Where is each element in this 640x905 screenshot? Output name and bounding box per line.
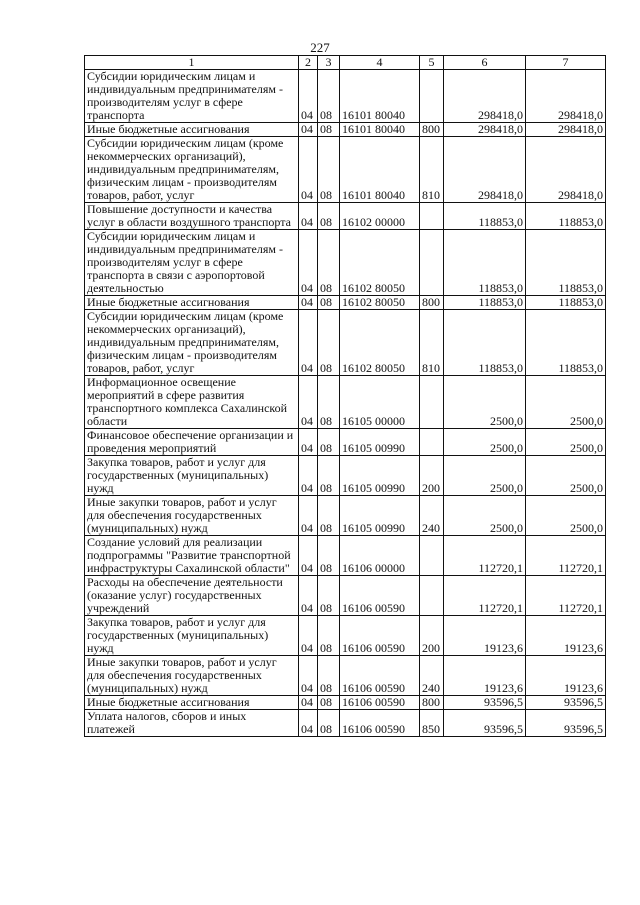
expense-type-cell [420, 203, 444, 230]
amount-year-1-cell: 2500,0 [444, 429, 526, 456]
subsection-code-cell: 08 [318, 696, 340, 710]
table-row [85, 230, 606, 296]
row-name-cell: Создание условий для реализации подпрограммы "Развитие транспортной инфраструктуры Сахалинской области" [85, 536, 299, 576]
row-name-cell: Субсидии юридическим лицам (кроме некоммерческих организаций), индивидуальным предпринимателям, физическим лицам - производителям товаров, работ, услуг [85, 310, 299, 376]
amount-year-1-cell: 2500,0 [444, 496, 526, 536]
subsection-code-cell: 08 [318, 616, 340, 656]
table-row [85, 576, 606, 616]
section-code-cell: 04 [299, 536, 318, 576]
row-name-cell: Иные бюджетные ассигнования [85, 123, 299, 137]
target-article-cell: 16105 00990 [340, 496, 420, 536]
subsection-code-cell: 08 [318, 203, 340, 230]
expense-type-cell [420, 576, 444, 616]
column-header: 3 [318, 56, 340, 70]
target-article-cell: 16102 80050 [340, 310, 420, 376]
table-row [85, 296, 606, 310]
amount-year-1-cell: 2500,0 [444, 456, 526, 496]
table-row [85, 376, 606, 429]
table-row [85, 123, 606, 137]
section-code-cell: 04 [299, 656, 318, 696]
row-name-cell: Уплата налогов, сборов и иных платежей [85, 710, 299, 737]
subsection-code-cell: 08 [318, 536, 340, 576]
table-row [85, 696, 606, 710]
amount-year-2-cell: 93596,5 [526, 696, 606, 710]
row-name-cell: Закупка товаров, работ и услуг для государственных (муниципальных) нужд [85, 616, 299, 656]
amount-year-2-cell: 2500,0 [526, 496, 606, 536]
table-row [85, 536, 606, 576]
amount-year-2-cell: 19123,6 [526, 656, 606, 696]
section-code-cell: 04 [299, 696, 318, 710]
target-article-cell: 16106 00590 [340, 696, 420, 710]
column-header: 7 [526, 56, 606, 70]
expense-type-cell: 200 [420, 456, 444, 496]
amount-year-2-cell: 118853,0 [526, 230, 606, 296]
row-name-cell: Субсидии юридическим лицам и индивидуальным предпринимателям - производителям услуг в сфере транспорта [85, 70, 299, 123]
page-number: 227 [310, 40, 330, 55]
table-row [85, 496, 606, 536]
row-name-cell: Финансовое обеспечение организации и проведения мероприятий [85, 429, 299, 456]
subsection-code-cell: 08 [318, 230, 340, 296]
amount-year-2-cell: 2500,0 [526, 376, 606, 429]
table-row [85, 70, 606, 123]
subsection-code-cell: 08 [318, 456, 340, 496]
column-header: 6 [444, 56, 526, 70]
expense-type-cell [420, 429, 444, 456]
amount-year-1-cell: 118853,0 [444, 296, 526, 310]
table-row [85, 203, 606, 230]
section-code-cell: 04 [299, 70, 318, 123]
amount-year-1-cell: 93596,5 [444, 710, 526, 737]
amount-year-1-cell: 118853,0 [444, 310, 526, 376]
subsection-code-cell: 08 [318, 137, 340, 203]
subsection-code-cell: 08 [318, 710, 340, 737]
target-article-cell: 16102 80050 [340, 230, 420, 296]
section-code-cell: 04 [299, 376, 318, 429]
header-row [85, 56, 606, 70]
row-name-cell: Иные бюджетные ассигнования [85, 696, 299, 710]
amount-year-1-cell: 2500,0 [444, 376, 526, 429]
row-name-cell: Иные закупки товаров, работ и услуг для обеспечения государственных (муниципальных) нужд [85, 496, 299, 536]
amount-year-1-cell: 298418,0 [444, 123, 526, 137]
target-article-cell: 16102 00000 [340, 203, 420, 230]
amount-year-2-cell: 298418,0 [526, 123, 606, 137]
amount-year-2-cell: 112720,1 [526, 576, 606, 616]
expense-type-cell [420, 376, 444, 429]
amount-year-2-cell: 19123,6 [526, 616, 606, 656]
column-header: 1 [85, 56, 299, 70]
section-code-cell: 04 [299, 230, 318, 296]
section-code-cell: 04 [299, 310, 318, 376]
table-row [85, 429, 606, 456]
amount-year-1-cell: 118853,0 [444, 230, 526, 296]
table-row [85, 656, 606, 696]
amount-year-2-cell: 118853,0 [526, 296, 606, 310]
target-article-cell: 16106 00590 [340, 616, 420, 656]
amount-year-2-cell: 118853,0 [526, 203, 606, 230]
subsection-code-cell: 08 [318, 310, 340, 376]
target-article-cell: 16101 80040 [340, 137, 420, 203]
expense-type-cell: 800 [420, 696, 444, 710]
table-row [85, 137, 606, 203]
section-code-cell: 04 [299, 616, 318, 656]
subsection-code-cell: 08 [318, 296, 340, 310]
column-header: 5 [420, 56, 444, 70]
table-row [85, 310, 606, 376]
section-code-cell: 04 [299, 496, 318, 536]
target-article-cell: 16106 00590 [340, 710, 420, 737]
target-article-cell: 16106 00000 [340, 536, 420, 576]
amount-year-1-cell: 118853,0 [444, 203, 526, 230]
table-row [85, 710, 606, 737]
section-code-cell: 04 [299, 203, 318, 230]
expense-type-cell [420, 536, 444, 576]
expense-type-cell: 810 [420, 137, 444, 203]
amount-year-2-cell: 118853,0 [526, 310, 606, 376]
table-row [85, 616, 606, 656]
section-code-cell: 04 [299, 429, 318, 456]
amount-year-2-cell: 2500,0 [526, 429, 606, 456]
amount-year-1-cell: 298418,0 [444, 137, 526, 203]
expense-type-cell: 800 [420, 296, 444, 310]
expense-type-cell: 850 [420, 710, 444, 737]
expense-type-cell [420, 230, 444, 296]
expense-type-cell: 200 [420, 616, 444, 656]
subsection-code-cell: 08 [318, 656, 340, 696]
table-row [85, 456, 606, 496]
expense-type-cell: 240 [420, 496, 444, 536]
target-article-cell: 16105 00000 [340, 376, 420, 429]
section-code-cell: 04 [299, 296, 318, 310]
row-name-cell: Субсидии юридическим лицам (кроме некоммерческих организаций), индивидуальным предпринимателям, физическим лицам - производителям товаров, работ, услуг [85, 137, 299, 203]
amount-year-1-cell: 19123,6 [444, 656, 526, 696]
amount-year-1-cell: 112720,1 [444, 576, 526, 616]
target-article-cell: 16106 00590 [340, 576, 420, 616]
subsection-code-cell: 08 [318, 429, 340, 456]
expense-type-cell: 800 [420, 123, 444, 137]
row-name-cell: Субсидии юридическим лицам и индивидуальным предпринимателям - производителям услуг в сфере транспорта в связи с аэропортовой деятельностью [85, 230, 299, 296]
expense-type-cell: 240 [420, 656, 444, 696]
amount-year-2-cell: 298418,0 [526, 137, 606, 203]
target-article-cell: 16105 00990 [340, 429, 420, 456]
amount-year-2-cell: 298418,0 [526, 70, 606, 123]
row-name-cell: Повышение доступности и качества услуг в области воздушного транспорта [85, 203, 299, 230]
row-name-cell: Иные бюджетные ассигнования [85, 296, 299, 310]
subsection-code-cell: 08 [318, 376, 340, 429]
column-header: 4 [340, 56, 420, 70]
section-code-cell: 04 [299, 123, 318, 137]
target-article-cell: 16101 80040 [340, 123, 420, 137]
section-code-cell: 04 [299, 456, 318, 496]
subsection-code-cell: 08 [318, 496, 340, 536]
section-code-cell: 04 [299, 710, 318, 737]
target-article-cell: 16101 80040 [340, 70, 420, 123]
column-header: 2 [299, 56, 318, 70]
budget-table [84, 55, 606, 737]
row-name-cell: Иные закупки товаров, работ и услуг для обеспечения государственных (муниципальных) нужд [85, 656, 299, 696]
subsection-code-cell: 08 [318, 576, 340, 616]
amount-year-1-cell: 298418,0 [444, 70, 526, 123]
subsection-code-cell: 08 [318, 123, 340, 137]
amount-year-2-cell: 93596,5 [526, 710, 606, 737]
target-article-cell: 16106 00590 [340, 656, 420, 696]
row-name-cell: Расходы на обеспечение деятельности (оказание услуг) государственных учреждений [85, 576, 299, 616]
expense-type-cell [420, 70, 444, 123]
row-name-cell: Информационное освещение мероприятий в сфере развития транспортного комплекса Сахалинской области [85, 376, 299, 429]
target-article-cell: 16102 80050 [340, 296, 420, 310]
amount-year-1-cell: 93596,5 [444, 696, 526, 710]
row-name-cell: Закупка товаров, работ и услуг для государственных (муниципальных) нужд [85, 456, 299, 496]
amount-year-2-cell: 112720,1 [526, 536, 606, 576]
expense-type-cell: 810 [420, 310, 444, 376]
amount-year-1-cell: 19123,6 [444, 616, 526, 656]
target-article-cell: 16105 00990 [340, 456, 420, 496]
section-code-cell: 04 [299, 576, 318, 616]
section-code-cell: 04 [299, 137, 318, 203]
amount-year-2-cell: 2500,0 [526, 456, 606, 496]
subsection-code-cell: 08 [318, 70, 340, 123]
amount-year-1-cell: 112720,1 [444, 536, 526, 576]
